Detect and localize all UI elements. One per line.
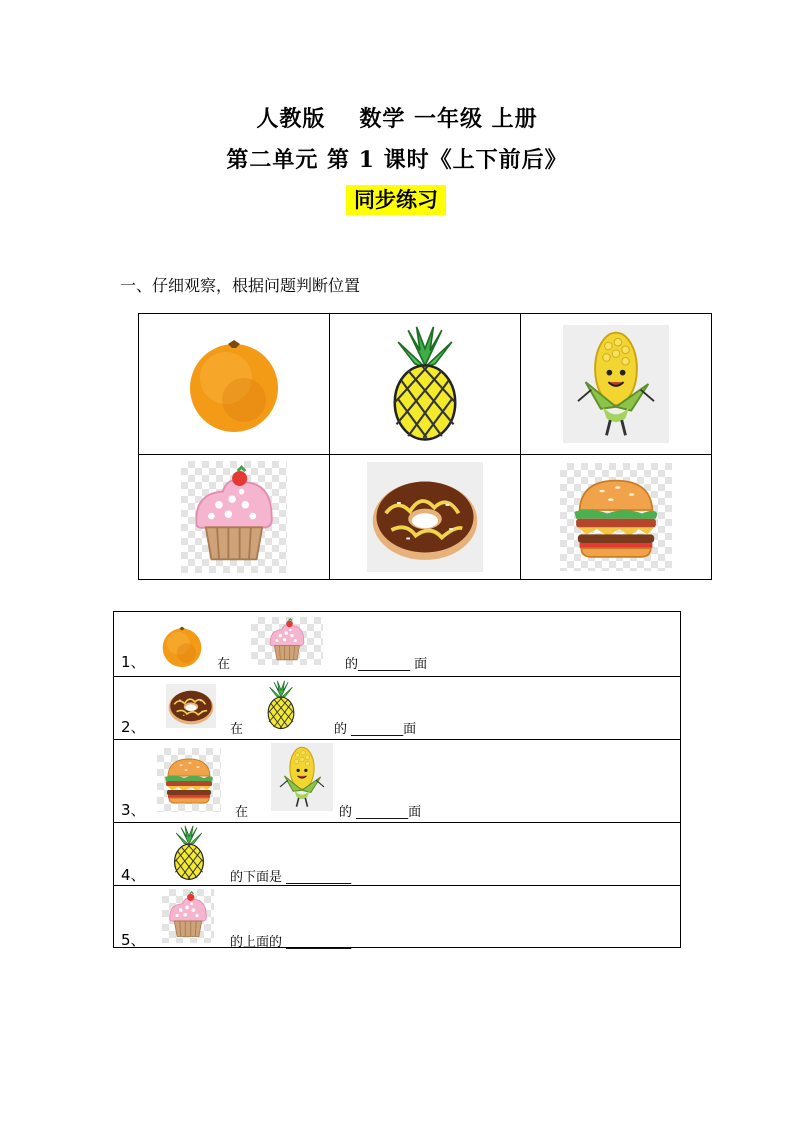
question-row-3 (114, 739, 680, 823)
question-word: 在 (217, 657, 231, 672)
pineapple-icon (263, 680, 299, 730)
burger-icon (159, 752, 219, 808)
grid-cell-donut (330, 455, 521, 580)
question-row-2 (114, 676, 680, 740)
publisher-label: 人教版 (256, 106, 326, 132)
pineapple-icon (162, 825, 216, 881)
question-row-1 (114, 612, 680, 677)
question-number: 1、 (121, 653, 146, 671)
grid-cell-pineapple (330, 314, 521, 455)
donut-icon (167, 686, 215, 726)
cupcake-icon (254, 618, 320, 664)
question-number: 3、 (121, 801, 146, 819)
question-number: 5、 (121, 931, 146, 949)
grid-cell-cupcake (139, 455, 330, 580)
cupcake-icon (165, 891, 211, 941)
corn-icon (273, 744, 331, 810)
grid-cell-orange (139, 314, 330, 455)
donut-icon (369, 469, 481, 565)
question-blank-text[interactable]: 的上面的 __________ (230, 935, 352, 950)
subject-grade-label: 数学 一年级 上册 (359, 106, 538, 132)
pineapple-icon (383, 325, 467, 443)
question-word: 在 (235, 805, 249, 820)
question-table (113, 611, 681, 948)
grid-cell-burger (521, 455, 712, 580)
question-word: 在 (230, 722, 244, 737)
question-row-4 (114, 822, 680, 886)
question-number: 2、 (121, 718, 146, 736)
question-blank-text[interactable]: 的 ________面 (334, 722, 417, 737)
corn-icon (568, 327, 664, 441)
grid-row (139, 314, 712, 455)
grid-cell-corn (521, 314, 712, 455)
question-blank-text[interactable]: 的下面是 __________ (230, 870, 352, 885)
food-grid (138, 313, 712, 580)
question-number: 4、 (121, 866, 146, 884)
section-heading: 一、仔细观察，根据问题判断位置 (120, 276, 361, 295)
question-blank-text[interactable]: 的 ________面 (339, 805, 422, 820)
question-row-5 (114, 885, 680, 950)
orange-icon (160, 624, 204, 668)
orange-icon (184, 334, 284, 434)
burger-icon (564, 471, 668, 563)
cupcake-icon (187, 465, 281, 569)
grid-row (139, 455, 712, 580)
practice-badge: 同步练习 (346, 185, 446, 215)
lesson-title: 第二单元 第 1 课时《上下前后》 (226, 147, 568, 173)
page-title (0, 102, 794, 133)
question-blank-text[interactable]: 的________ 面 (345, 657, 428, 672)
